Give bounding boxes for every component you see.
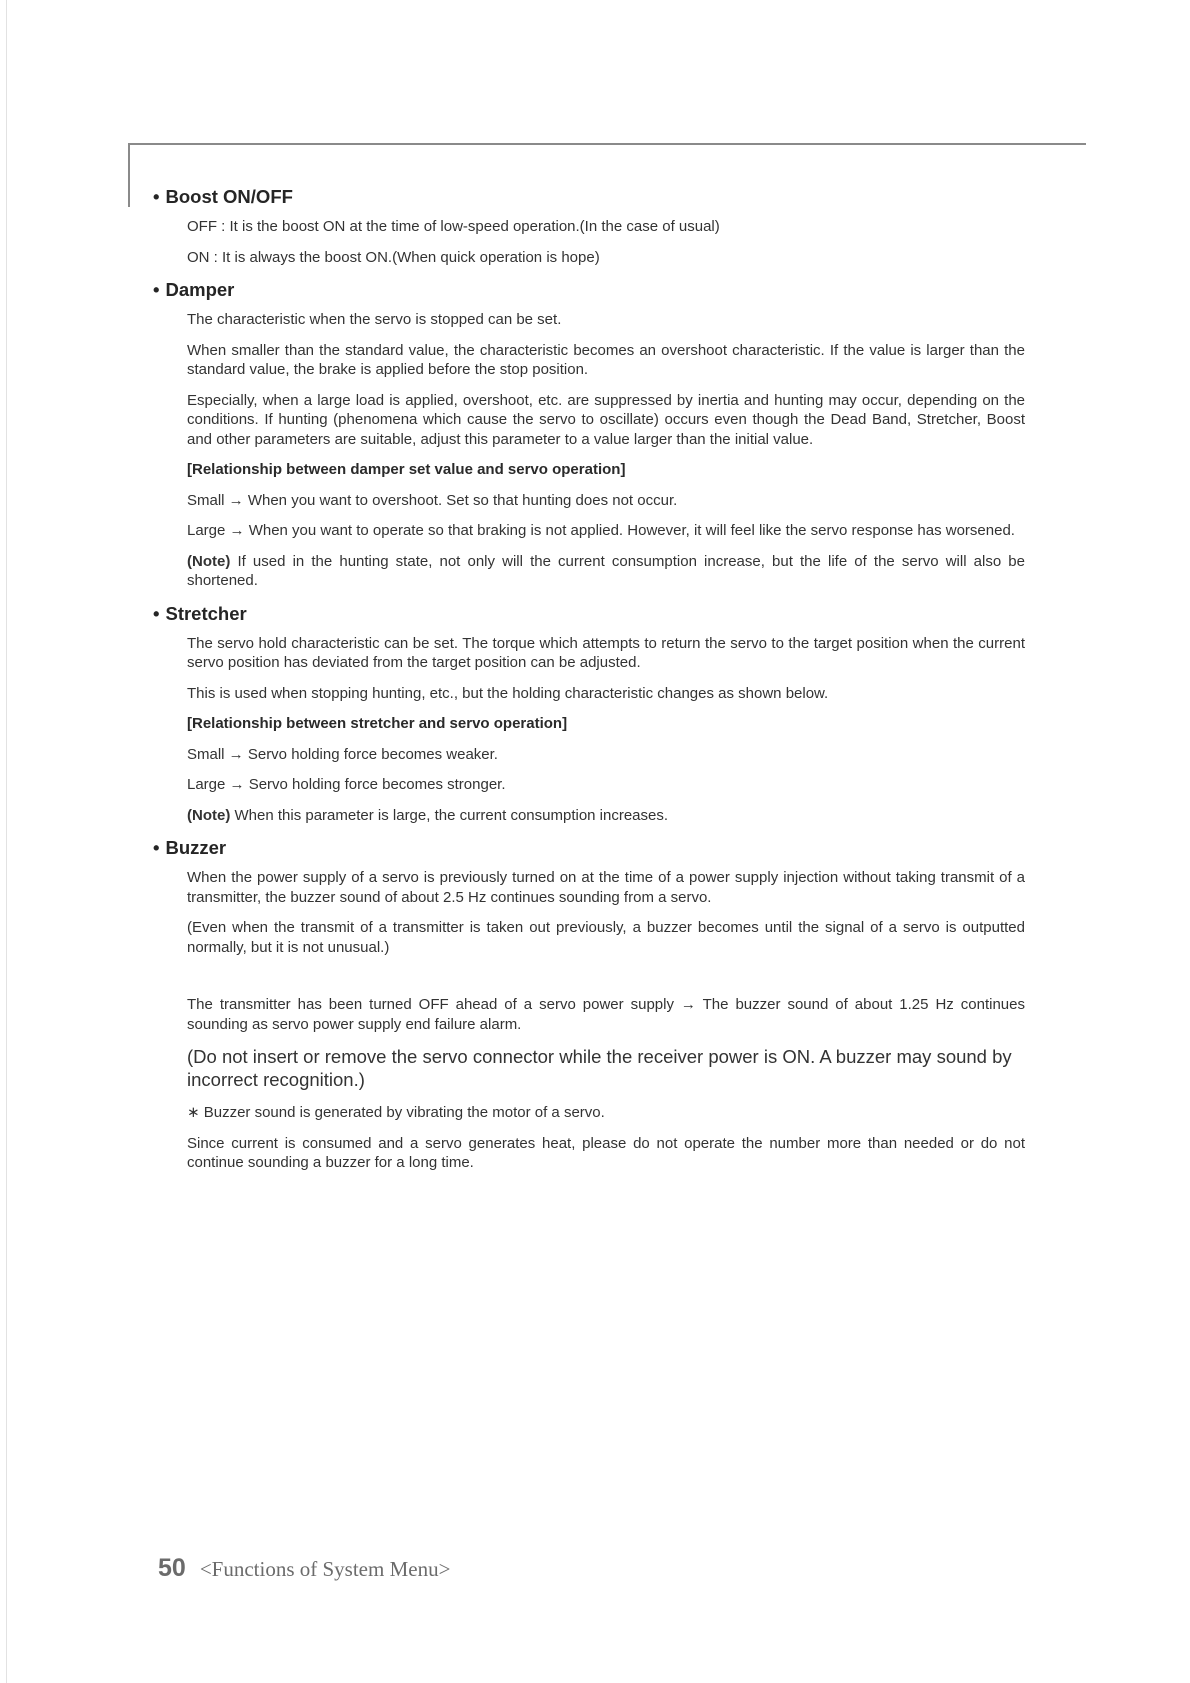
frame-top-rule bbox=[128, 143, 1086, 145]
bullet-icon: • bbox=[153, 837, 160, 858]
paragraph: ON : It is always the boost ON.(When quick operation is hope) bbox=[187, 248, 600, 266]
note-label: (Note) bbox=[187, 552, 231, 570]
section-heading-buzzer: • Buzzer bbox=[153, 837, 227, 858]
paragraph: This is used when stopping hunting, etc., but the holding characteristic changes as shown below. bbox=[187, 684, 829, 702]
page-number: 50 bbox=[158, 1554, 186, 1582]
note-label: (Note) bbox=[187, 806, 231, 824]
section-heading-boost: • Boost ON/OFF bbox=[153, 186, 293, 207]
section-heading-stretcher: • Stretcher bbox=[153, 602, 247, 624]
relationship-subheading: [Relationship between stretcher and servo operation] bbox=[187, 715, 568, 732]
paragraph: The servo hold characteristic can be set. The torque which attempts to return the servo to the target position when the current servo position has deviated from the target position can be adjusted. bbox=[187, 634, 1025, 671]
bullet-icon: • bbox=[153, 186, 160, 207]
paragraph: Since current is consumed and a servo generates heat, please do not operate the number more than needed or do not continue sounding a buzzer for a long time. bbox=[187, 1134, 1025, 1171]
paragraph: Especially, when a large load is applied, overshoot, etc. are suppressed by inertia and hunting may occur, depending on the conditions. If hunting (phenomena which cause the servo to oscillate) occurs even though the Dead Band, Stretcher, Boost and other parameters are suitable, adjust this parameter to a value larger than the initial value. bbox=[187, 391, 1025, 448]
bullet-icon: • bbox=[153, 279, 160, 300]
page-footer bbox=[158, 1554, 450, 1586]
paragraph: When smaller than the standard value, the characteristic becomes an overshoot characteristic. If the value is larger than the standard value, the brake is applied before the stop position. bbox=[187, 341, 1025, 378]
section-boost bbox=[153, 186, 1025, 267]
section-heading-damper: • Damper bbox=[153, 279, 235, 300]
section-damper bbox=[153, 279, 1025, 591]
page-content bbox=[153, 186, 1025, 1185]
note-paragraph bbox=[187, 806, 1025, 826]
footer-title: <Functions of System Menu> bbox=[199, 1557, 451, 1581]
note-text: If used in the hunting state, not only will the current consumption increase, but the life of the servo will also be shortened. bbox=[187, 552, 1025, 589]
section-stretcher bbox=[153, 603, 1025, 826]
small-setting-text: Small → When you want to overshoot. Set so that hunting does not occur. bbox=[187, 491, 678, 509]
spacer bbox=[187, 968, 1025, 995]
relationship-subheading: [Relationship between damper set value and servo operation] bbox=[187, 461, 626, 478]
paragraph: When the power supply of a servo is previously turned on at the time of a power supply injection without taking transmit of a transmitter, the buzzer sound of about 2.5 Hz continues sounding from a servo. bbox=[187, 869, 1025, 906]
paragraph: OFF : It is the boost ON at the time of low-speed operation.(In the case of usual) bbox=[187, 218, 720, 235]
paragraph: The characteristic when the servo is stopped can be set. bbox=[187, 311, 562, 328]
scan-edge-line bbox=[6, 0, 7, 1683]
note-text: When this parameter is large, the current consumption increases. bbox=[230, 806, 669, 824]
paragraph: (Even when the transmit of a transmitter is taken out previously, a buzzer becomes until the signal of a servo is outputted normally, but it is not unusual.) bbox=[187, 919, 1025, 956]
large-setting-text: Large → Servo holding force becomes stronger. bbox=[187, 776, 506, 793]
note-paragraph bbox=[187, 552, 1025, 591]
frame-left-rule bbox=[128, 143, 130, 207]
asterisk-note: ∗ Buzzer sound is generated by vibrating the motor of a servo. bbox=[187, 1104, 605, 1121]
section-buzzer bbox=[153, 837, 1025, 1173]
section-body-stretcher bbox=[187, 634, 1025, 826]
large-setting-text: Large → When you want to operate so that braking is not applied. However, it will feel like the servo response has worsened. bbox=[187, 522, 1015, 539]
small-setting-text: Small → Servo holding force becomes weaker. bbox=[187, 745, 498, 763]
section-body-boost bbox=[187, 217, 1025, 267]
bullet-icon: • bbox=[153, 602, 160, 624]
section-body-damper bbox=[187, 310, 1025, 591]
paragraph: The transmitter has been turned OFF ahead of a servo power supply → The buzzer sound of about 1.25 Hz continues sounding as servo power supply end failure alarm. bbox=[187, 996, 1025, 1033]
connector-warning: (Do not insert or remove the servo connector while the receiver power is ON. A buzzer may sound by incorrect recognition.) bbox=[187, 1046, 1012, 1090]
section-body-buzzer bbox=[187, 868, 1025, 1173]
